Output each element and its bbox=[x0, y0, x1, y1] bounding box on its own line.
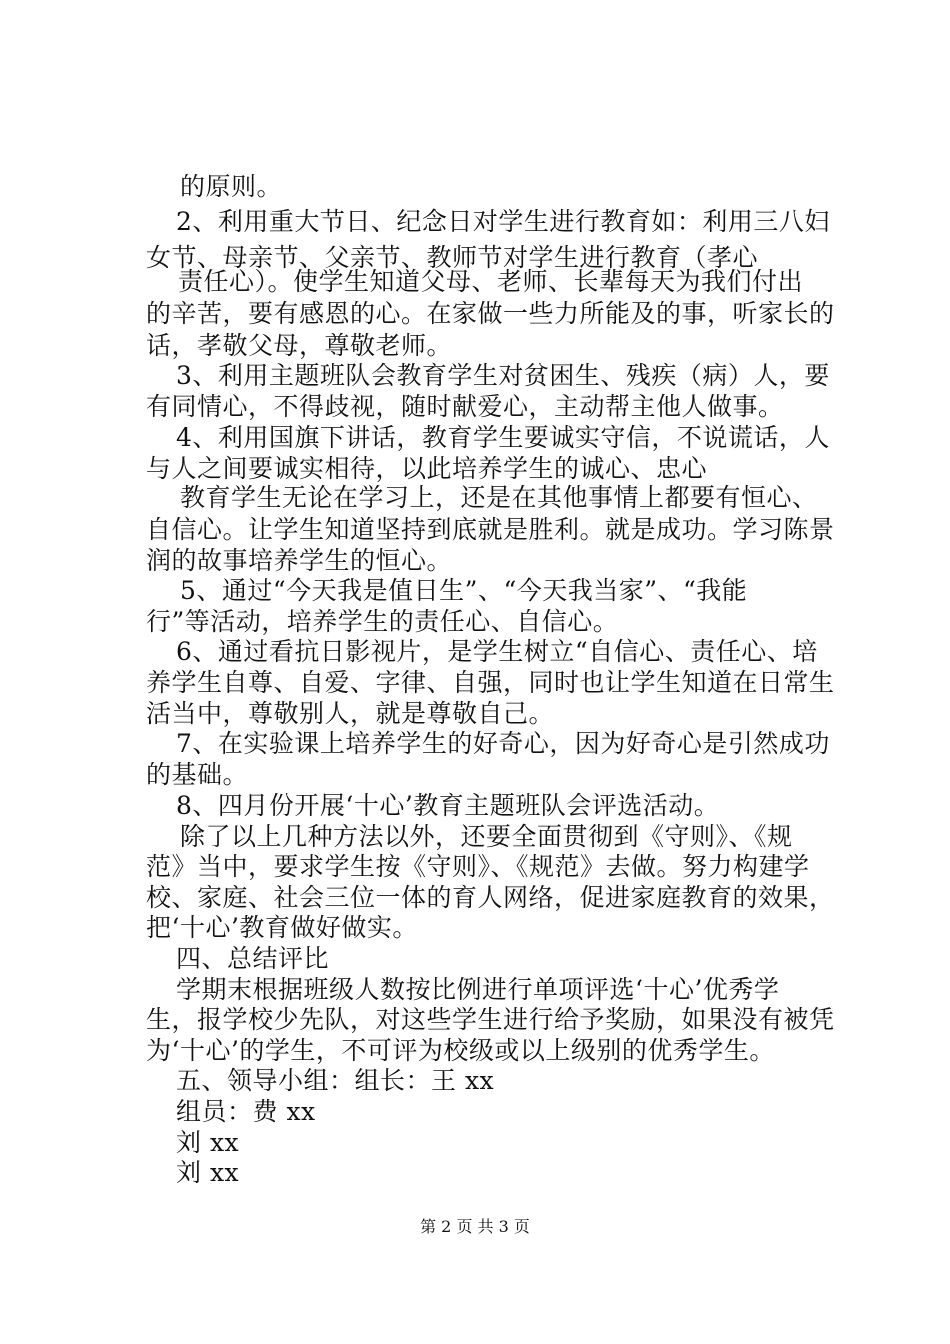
text-line: 除了以上几种方法以外，还要全面贯彻到《守则》、《规 bbox=[180, 822, 793, 851]
text-line: 女节、母亲节、父亲节、教师节对学生进行教育（孝心 bbox=[146, 243, 759, 272]
section-heading: 四、总结评比 bbox=[176, 944, 330, 973]
text-line: 3、利用主题班队会教育学生对贫困生、残疾（病）人，要 bbox=[176, 361, 830, 390]
text-line: 范》当中，要求学生按《守则》、《规范》去做。努力构建学 bbox=[146, 852, 810, 881]
text-line: 为‘十心’的学生，不可评为校级或以上级别的优秀学生。 bbox=[146, 1036, 775, 1065]
text-line: 刘 xx bbox=[176, 1128, 240, 1157]
text-line: 2、利用重大节日、纪念日对学生进行教育如：利用三八妇 bbox=[176, 207, 830, 236]
text-line: 生，报学校少先队，对这些学生进行给予奖励，如果没有被凭 bbox=[146, 1005, 835, 1034]
text-line: 与人之间要诚实相待，以此培养学生的诚心、忠心 bbox=[146, 454, 708, 483]
page-footer: 第 2 页 共 3 页 bbox=[420, 1217, 530, 1236]
text-line: 有同情心，不得歧视，随时献爱心，主动帮主他人做事。 bbox=[146, 392, 784, 421]
text-line: 的辛苦，要有感恩的心。在家做一些力所能及的事，听家长的 bbox=[146, 299, 835, 328]
text-line: 教育学生无论在学习上，还是在其他事情上都要有恒心、 bbox=[180, 483, 818, 512]
text-line: 组员：费 xx bbox=[176, 1097, 316, 1126]
text-line: 7、在实验课上培养学生的好奇心，因为好奇心是引然成功 bbox=[176, 729, 830, 758]
section-heading: 五、领导小组：组长：王 xx bbox=[176, 1066, 495, 1095]
text-line: 8、四月份开展‘十心’教育主题班队会评选活动。 bbox=[176, 791, 720, 820]
text-line: 6、通过看抗日影视片，是学生树立“自信心、责任心、培 bbox=[176, 637, 818, 666]
text-line: 行”等活动，培养学生的责任心、自信心。 bbox=[146, 607, 619, 636]
text-line: 刘 xx bbox=[176, 1158, 240, 1187]
text-line: 学期末根据班级人数按比例进行单项评选‘十心’优秀学 bbox=[176, 975, 780, 1004]
text-line: 润的故事培养学生的恒心。 bbox=[146, 546, 453, 575]
text-line: 话，孝敬父母，尊敬老师。 bbox=[146, 331, 453, 360]
text-line: 活当中，尊敬别人，就是尊敬自己。 bbox=[146, 699, 555, 728]
text-line: 自信心。让学生知道坚持到底就是胜利。就是成功。学习陈景 bbox=[146, 515, 835, 544]
text-line: 的基础。 bbox=[146, 760, 249, 789]
text-line: 校、家庭、社会三位一体的育人网络，促进家庭教育的效果， bbox=[146, 883, 835, 912]
text-line: 把‘十心’教育做好做实。 bbox=[146, 913, 418, 942]
text-line: 责任心）。使学生知道父母、老师、长辈每天为我们付出 bbox=[178, 267, 804, 296]
text-line: 5、通过“今天我是值日生”、“今天我当家”、“我能 bbox=[180, 576, 748, 605]
text-line: 的原则。 bbox=[180, 172, 283, 201]
text-line: 4、利用国旗下讲话，教育学生要诚实守信，不说谎话，人 bbox=[176, 423, 830, 452]
text-line: 养学生自尊、自爱、字律、自强，同时也让学生知道在日常生 bbox=[146, 668, 835, 697]
